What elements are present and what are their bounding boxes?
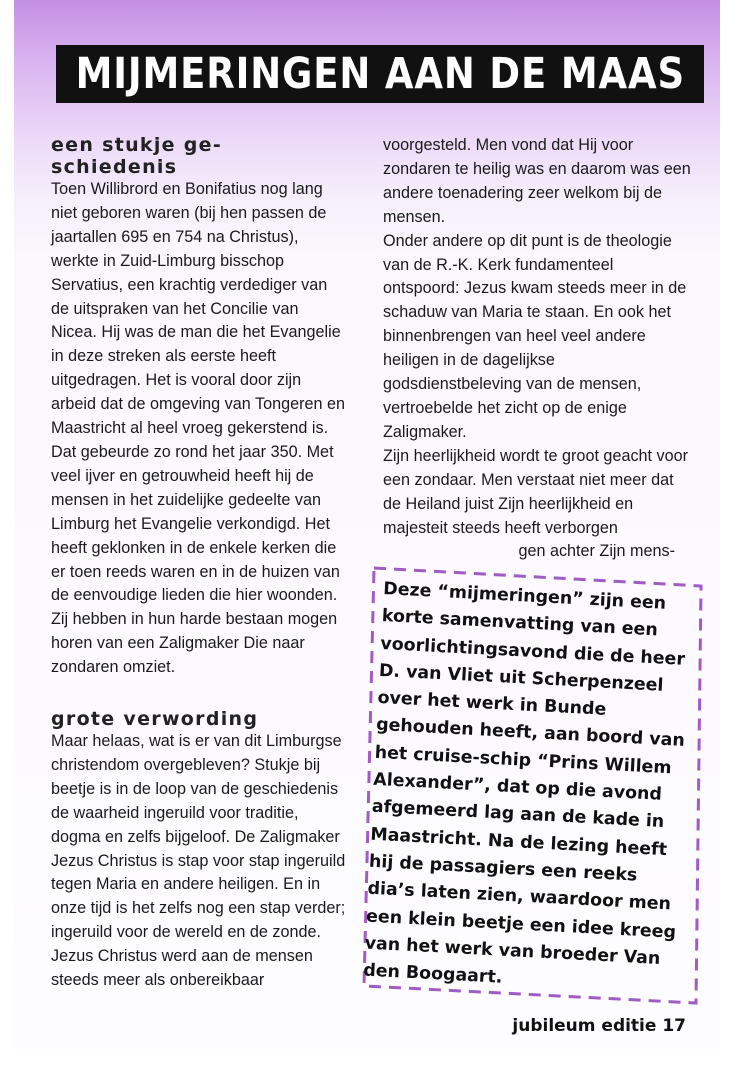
- paragraph-history: Toen Willibrord en Bonifatius nog lang niet geboren waren (bij hen passen de jaartallen 695 en 754 na Christus), werkte in Zuid-Limburg bisschop Servatius, een krachtig verdediger van de uitspraken van het Concilie van Nicea. Hij was de man die het Evangelie in deze streken als eerste heeft uitgedragen. Het is vooral door zijn arbeid dat de omgeving van Tongeren en Maastricht al heel vroeg gekerstend is. Dat gebeurde zo rond het jaar 350. Met veel ijver en getrouwheid heeft hij de mensen in het zuidelijke gedeelte van Limburg het Evangelie verkondigd. Het heeft geklonken in de enkele kerken die er toen reeds waren en in de huizen van de eenvoudige lieden die hier woonden. Zij hebben in hun harde bestaan mogen horen van een Zaligmaker Die naar zondaren omziet.: [51, 180, 345, 677]
- paragraph-glory: Zijn heerlijkheid wordt te groot geacht voor een zondaar. Men verstaat niet meer dat de Heiland juist Zijn heerlijkheid en majesteit steeds heeft verborgen: [383, 446, 689, 537]
- page-title: MIJMERINGEN AAN DE MAAS: [75, 48, 685, 99]
- paragraph-glory-end: gen achter Zijn mens-: [518, 542, 675, 561]
- paragraph-decay: Maar helaas, wat is er van dit Limburgse christendom overgebleven? Stukje bij beetje is in de loop van de geschiedenis de waarheid ingeruild voor traditie, dogma en zelfs bijgeloof. De Zaligmaker Jezus Christus is stap voor stap ingeruild tegen Maria en andere heiligen. En in onze tijd is het zelfs nog een stap verder; ingeruild voor de wereld en de zonde. Jezus Christus werd aan de mensen steeds meer als onbereikbaar: [51, 732, 346, 990]
- section-heading-decay: grote verwording: [51, 708, 259, 731]
- right-column: [383, 134, 693, 564]
- summary-text: Deze “mijmeringen” zijn een korte samenvatting van een voorlichtingsavond die de heer D. van Vliet uit Scherpenzeel over het werk in Bunde gehouden heeft, aan boord van het cruise-schip “Prins Willem Alexander”, dat op die avond afgemeerd lag aan de kade in Maastricht. Na de lezing heeft hij de passagiers een reeks dia’s laten zien, waardoor men een klein beetje een idee kreeg van het werk van broeder Van den Boogaart.: [362, 578, 686, 988]
- page-footer: jubileum editie 17: [512, 1016, 686, 1036]
- paragraph-presented: voorgesteld. Men vond dat Hij voor zondaren te heilig was en daarom was een andere toenadering zeer welkom bij de mensen.: [383, 136, 691, 226]
- left-column: [51, 134, 348, 993]
- paragraph-theology: Onder andere op dit punt is de theologie van de R.-K. Kerk fundamenteel ontspoord: Jezus kwam steeds meer in de schaduw van Maria te staan. En ook het binnenbrengen van heel veel andere heiligen in de dagelijkse godsdienstbeleving van de mensen, vertroebelde het zicht op de enige Zaligmaker.: [383, 231, 687, 441]
- section-heading-history: een stukje ge- schiedenis: [51, 134, 223, 178]
- page-header-banner: [56, 45, 704, 103]
- summary-box: [356, 558, 706, 1008]
